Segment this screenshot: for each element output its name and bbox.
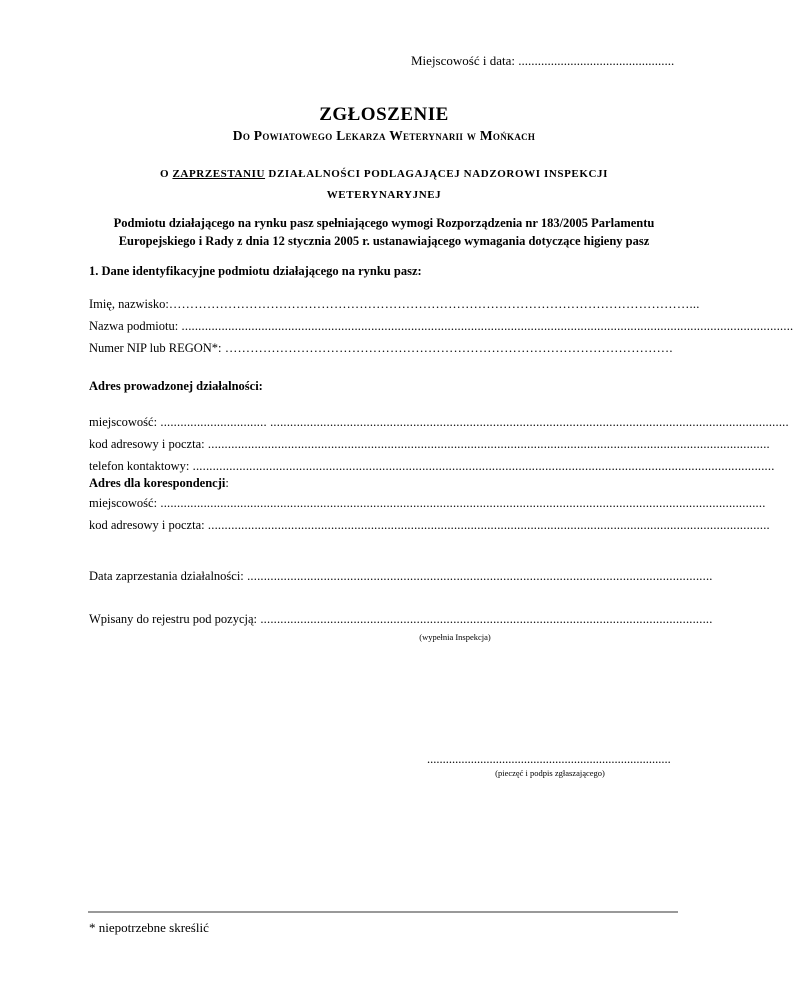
entity-description: Podmiotu działającego na rynku pasz spełniającego wymogi Rozporządzenia nr 183/2005 Parlamentu Europejskiego i Rady z dnia 12 stycznia 2005 r. ustanawiającego wymagania dotyczące higieny pasz xyxy=(113,216,655,248)
phone-dots: ............................................................................................................................................................................... xyxy=(189,459,775,473)
subject-rest: DZIAŁALNOŚCI PODLAGAJĄCEJ NADZOROWI INSPEKCJI xyxy=(265,168,609,180)
nip-regon-label: Numer NIP lub REGON*: xyxy=(89,341,222,355)
entity-name-dots: ........................................................................................................................................................................................ xyxy=(178,319,793,333)
business-city-label: miejscowość: xyxy=(89,415,158,429)
correspondence-city-dots: ...................................................................................................................................................................................... xyxy=(157,496,766,510)
section-1-heading: 1. Dane identyfikacyjne podmiotu działającego na rynku pasz: xyxy=(89,264,422,278)
correspondence-postcode-label: kod adresowy i poczta: xyxy=(89,518,205,532)
correspondence-heading-text: Adres dla korespondencji xyxy=(89,476,226,490)
footnote-divider xyxy=(88,911,678,913)
signature-caption: (pieczęć i podpis zgłaszającego) xyxy=(495,768,605,778)
register-position-field[interactable] xyxy=(89,612,713,627)
correspondence-city-field[interactable] xyxy=(89,496,766,511)
name-label: Imię, nazwisko: xyxy=(89,297,169,311)
name-field[interactable] xyxy=(89,297,700,312)
register-position-dots: ........................................................................................................................................ xyxy=(257,612,713,626)
business-postcode-dots: ......................................................................................................................................................................... xyxy=(204,437,770,451)
business-city-field[interactable] xyxy=(89,415,789,430)
entity-name-label: Nazwa podmiotu: xyxy=(89,319,179,333)
cessation-date-field[interactable] xyxy=(89,569,713,584)
correspondence-postcode-field[interactable] xyxy=(89,518,770,533)
correspondence-postcode-dots: ......................................................................................................................................................................... xyxy=(204,518,770,532)
register-note: (wypełnia Inspekcja) xyxy=(419,632,491,642)
footnote: * niepotrzebne skreślić xyxy=(89,920,209,935)
phone-field[interactable] xyxy=(89,459,775,474)
cessation-date-dots: ............................................................................................................................................ xyxy=(243,569,713,583)
subject-prefix: O xyxy=(159,168,173,180)
correspondence-address-heading xyxy=(89,476,229,491)
business-postcode-field[interactable] xyxy=(89,437,770,452)
document-title: ZGŁOSZENIE xyxy=(319,104,449,125)
cessation-date-label: Data zaprzestania działalności: xyxy=(89,569,244,583)
name-dots: ……………………………………………………………………………………………………………... xyxy=(168,297,700,311)
register-position-label: Wpisany do rejestru pod pozycją: xyxy=(89,612,258,626)
business-address-heading: Adres prowadzonej działalności: xyxy=(89,379,263,393)
correspondence-heading-colon: : xyxy=(225,476,229,490)
correspondence-city-label: miejscowość: xyxy=(89,496,158,510)
nip-regon-field[interactable] xyxy=(89,341,675,356)
signature-field[interactable]: .............................................................................. xyxy=(427,752,671,766)
phone-label: telefon kontaktowy: xyxy=(89,459,190,473)
business-city-dots: ................................ ............................................................................................................................................................ xyxy=(157,415,789,429)
subject-underlined: ZAPRZESTANIU xyxy=(172,168,266,180)
document-subtitle: Do Powiatowego Lekarza Weterynarii w Mońkach xyxy=(232,128,536,143)
notification-subject xyxy=(0,164,768,206)
nip-regon-dots: ……………………………………………………………………………………………. xyxy=(221,341,673,355)
subject-line2: WETERYNARYJNEJ xyxy=(326,189,442,201)
business-postcode-label: kod adresowy i poczta: xyxy=(89,437,205,451)
place-date-field[interactable]: Miejscowość i data: ................................................ xyxy=(411,53,675,68)
entity-name-field[interactable] xyxy=(89,319,793,334)
